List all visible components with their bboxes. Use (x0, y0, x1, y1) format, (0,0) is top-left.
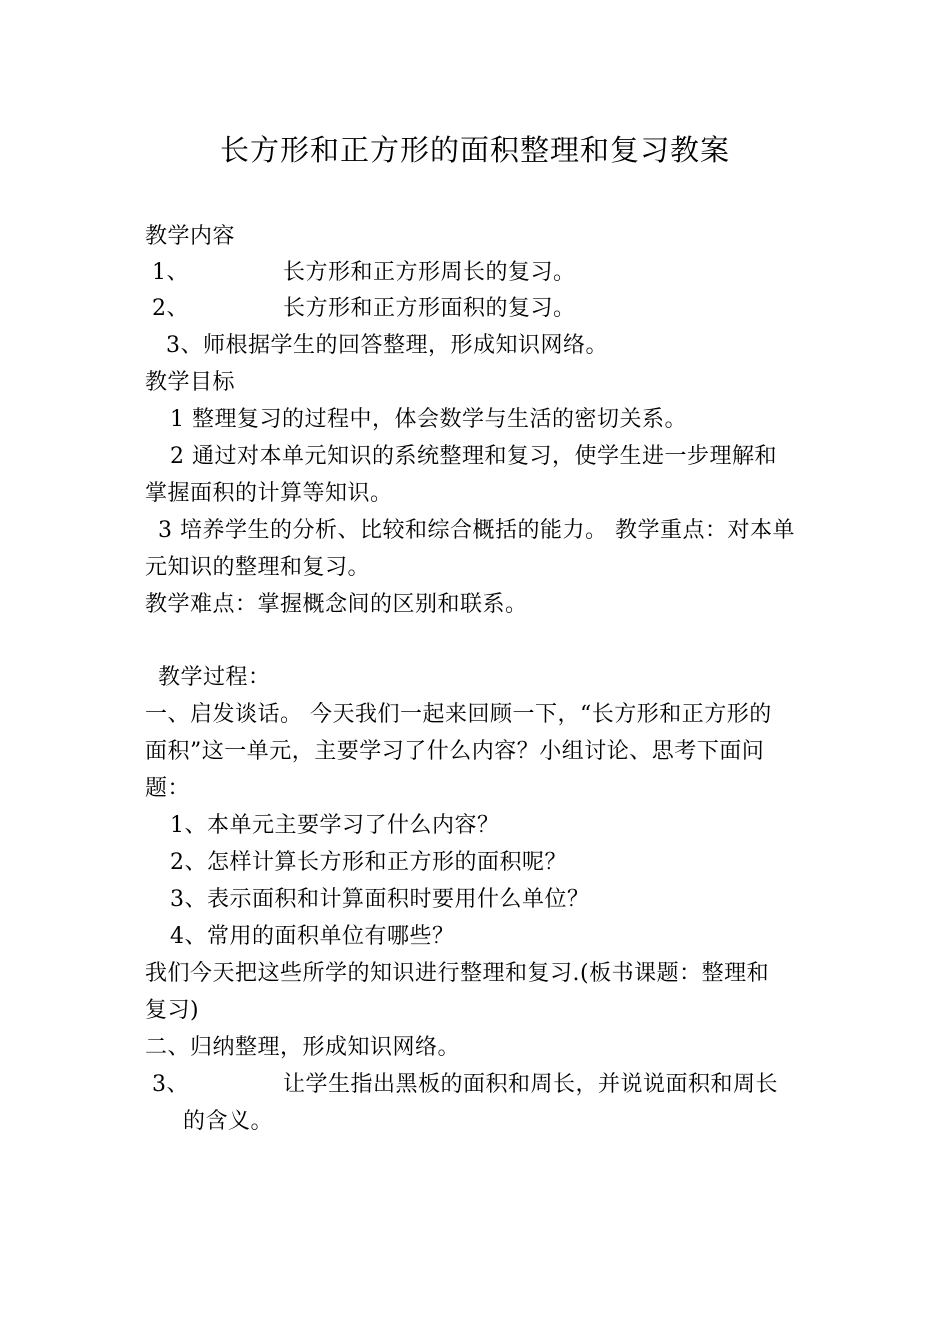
section-heading-content: 教学内容 (145, 224, 236, 249)
section-heading-goals: 教学目标 (145, 370, 236, 395)
question-item: 4、常用的面积单位有哪些？ (170, 924, 455, 949)
goal-2-cont: 掌握面积的计算等知识。 (145, 481, 393, 506)
question-item: 3、表示面积和计算面积时要用什么单位？ (170, 887, 590, 912)
section-two-heading: 二、归纳整理，形成知识网络。 (145, 1035, 461, 1060)
difficulty: 教学难点：掌握概念间的区别和联系。 (145, 592, 528, 617)
list-item-number: 3、 (152, 1072, 189, 1097)
process-intro-cont: 面积”这一单元，主要学习了什么内容？小组讨论、思考下面问 (145, 739, 765, 764)
goal-1: 1 整理复习的过程中，体会数学与生活的密切关系。 (170, 407, 687, 432)
process-intro: 一、启发谈话。 今天我们一起来回顾一下，“长方形和正方形的 (145, 702, 772, 727)
summary: 我们今天把这些所学的知识进行整理和复习.(板书课题：整理和 (145, 961, 770, 986)
list-item-text: 让学生指出黑板的面积和周长，并说说面积和周长 (283, 1072, 779, 1097)
list-item (152, 258, 189, 288)
list-item-number: 2、 (152, 296, 189, 321)
list-item (152, 294, 189, 324)
goal-2: 2 通过对本单元知识的系统整理和复习，使学生进一步理解和 (170, 444, 777, 469)
list-item-text: 长方形和正方形周长的复习。 (283, 260, 576, 285)
list-item-number: 1、 (152, 260, 189, 285)
question-item: 1、本单元主要学习了什么内容？ (170, 813, 500, 838)
goal-3-cont: 元知识的整理和复习。 (145, 555, 371, 580)
summary-cont: 复习) (145, 998, 200, 1023)
list-item-text-cont: 的含义。 (183, 1109, 274, 1134)
goal-3: 3 培养学生的分析、比较和综合概括的能力。 教学重点：对本单 (158, 518, 795, 543)
section-heading-process: 教学过程： (158, 665, 271, 690)
question-item: 2、怎样计算长方形和正方形的面积呢？ (170, 850, 567, 875)
list-item: 3、师根据学生的回答整理，形成知识网络。 (166, 333, 608, 358)
process-intro-end: 题： (145, 776, 191, 801)
list-item-text: 长方形和正方形面积的复习。 (283, 296, 576, 321)
document-title: 长方形和正方形的面积整理和复习教案 (219, 133, 730, 167)
